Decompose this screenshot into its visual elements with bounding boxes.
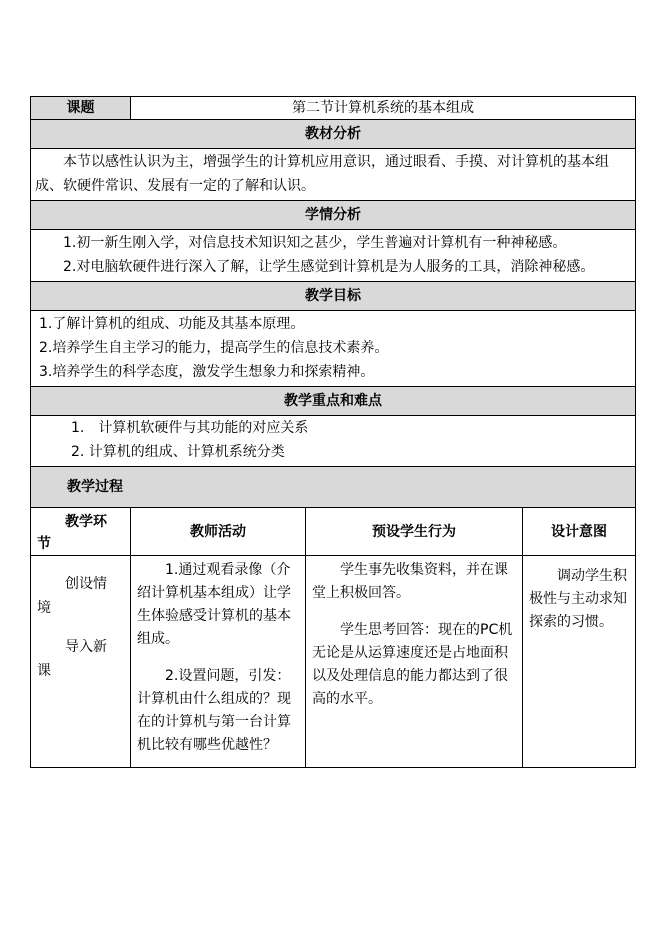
topic-label: 课题 [31,97,131,120]
stage-2-line-2: 课 [37,663,51,679]
stage-cell [31,556,131,768]
process-row [31,556,636,768]
analysis-paragraph: 本节以感性认识为主，增强学生的计算机应用意识，通过眼看、手摸、对计算机的基本组成、软硬件常识、发展有一定的了解和认识。 [35,154,609,194]
keypoints-body-row [31,416,636,467]
students-heading: 学情分析 [31,201,636,230]
process-column-header-row [31,508,636,556]
stage-1-line-1: 创设情 [65,576,107,592]
teacher-activity-2: 2.设置问题，引发：计算机由什么组成的？现在的计算机与第一台计算机比较有哪些优越性？ [137,668,291,753]
design-intent-cell [523,556,636,768]
analysis-heading-row [31,120,636,149]
goals-heading-row [31,282,636,311]
teacher-activity-1: 1.通过观看录像（介绍计算机基本组成）让学生体验感受计算机的基本组成。 [137,562,291,647]
goal-item: 1.了解计算机的组成、功能及其基本原理。 [39,316,305,332]
student-behavior-1: 学生事先收集资料，并在课堂上积极回答。 [312,562,508,601]
analysis-heading: 教材分析 [31,120,636,149]
process-heading: 教学过程 [31,467,636,508]
goals-heading: 教学目标 [31,282,636,311]
students-paragraph-1: 1.初一新生刚入学，对信息技术知识知之甚少，学生普遍对计算机有一种神秘感。 [63,235,567,251]
teacher-activity-cell [131,556,306,768]
goal-item: 3.培养学生的科学态度，激发学生想象力和探索精神。 [39,364,375,380]
students-heading-row [31,201,636,230]
process-heading-row [31,467,636,508]
keypoint-item: 1. 计算机软硬件与其功能的对应关系 [71,420,309,436]
keypoints-heading-row [31,387,636,416]
students-body [31,230,636,282]
column-header-stage [31,508,131,556]
stage-2-line-1: 导入新 [65,639,107,655]
students-paragraph-2: 2.对电脑软硬件进行深入了解，让学生感觉到计算机是为人服务的工具，消除神秘感。 [63,259,595,275]
lesson-plan-table [30,96,636,768]
student-behavior-2: 学生思考回答：现在的PC机无论是从运算速度还是占地面积以及处理信息的能力都达到了很高的水平。 [312,622,513,707]
goals-body [31,311,636,387]
column-header-teacher: 教师活动 [131,508,306,556]
goals-body-row [31,311,636,387]
column-header-stage-line-1: 教学环 [65,514,107,530]
design-intent-text: 调动学生积极性与主动求知探索的习惯。 [529,568,627,630]
keypoints-body [31,416,636,467]
keypoint-item: 2. 计算机的组成、计算机系统分类 [71,444,285,460]
analysis-body [31,149,636,201]
topic-row [31,97,636,120]
column-header-intent: 设计意图 [523,508,636,556]
students-body-row [31,230,636,282]
keypoints-heading: 教学重点和难点 [31,387,636,416]
column-header-stage-line-2: 节 [37,536,51,552]
column-header-student: 预设学生行为 [306,508,523,556]
stage-1-line-2: 境 [37,600,51,616]
analysis-body-row [31,149,636,201]
lesson-plan-document [30,96,635,768]
topic-value: 第二节计算机系统的基本组成 [131,97,636,120]
student-behavior-cell [306,556,523,768]
goal-item: 2.培养学生自主学习的能力，提高学生的信息技术素养。 [39,340,389,356]
